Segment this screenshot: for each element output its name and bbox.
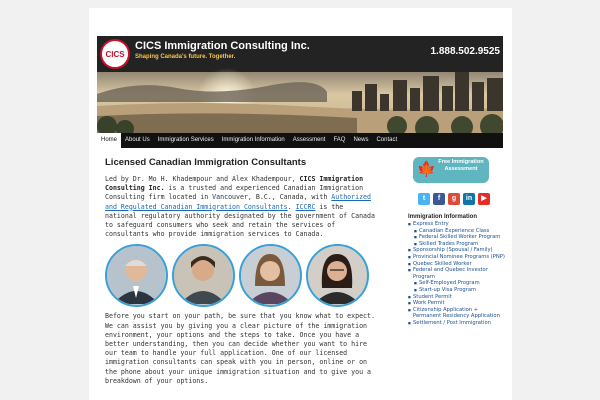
nav-about-us[interactable]: About Us <box>125 137 150 143</box>
linkedin-icon[interactable]: in <box>463 193 475 205</box>
phone-number: 1.888.502.9525 <box>430 46 500 57</box>
facebook-icon[interactable]: f <box>433 193 445 205</box>
nav-contact[interactable]: Contact <box>376 137 398 143</box>
consultant-photo-3 <box>239 244 302 307</box>
page-container <box>89 8 512 400</box>
sidebar-link[interactable]: ■ Canadian Experience Class <box>414 228 505 235</box>
sidebar-link[interactable]: ■ Work Permit <box>408 300 505 307</box>
site-tagline: Shaping Canada's future. Together. <box>135 54 236 60</box>
header-banner <box>97 36 503 133</box>
social-icons <box>418 193 505 205</box>
nav-news[interactable]: News <box>353 137 369 143</box>
sidebar-link[interactable]: ■ Student Permit <box>408 294 505 301</box>
nav-immigration-services[interactable]: Immigration Services <box>157 137 214 143</box>
sidebar-link[interactable]: ■ Provincial Nominee Programs (PNP) <box>408 254 505 261</box>
logo-text: CICS <box>105 50 125 59</box>
consultant-photo-4 <box>306 244 369 307</box>
intro-paragraph <box>105 175 375 239</box>
nav-immigration-information[interactable]: Immigration Information <box>221 137 285 143</box>
nav-assessment[interactable]: Assessment <box>292 137 326 143</box>
sidebar-link[interactable]: ■ Citizenship Application + Permanent Residency Application <box>408 307 505 320</box>
sidebar-link[interactable]: ■ Skilled Trades Program <box>414 241 505 248</box>
immigration-info-links <box>405 221 505 327</box>
sidebar-link[interactable]: ■ Settlement / Post Immigration <box>408 320 505 327</box>
sidebar-link[interactable]: ■ Start-up Visa Program <box>414 287 505 294</box>
cics-logo[interactable] <box>100 39 130 69</box>
body-paragraph: Before you start on your path, be sure that you know what to expect. We can assist you by giving you a clear picture of the immigration environment, your options and the steps to take. Once you have a better understanding, then you can decide whether you want to hire our team to handle your full application. One of our licensed immigration consultants can speak with you in person, online or on the phone about your unique immigration situation and to give you a breakdown of your options. <box>105 312 375 385</box>
sidebar-link[interactable]: ■ Federal Skilled Worker Program <box>414 234 505 241</box>
sidebar-link[interactable]: ■ Express Entry <box>408 221 505 228</box>
company-name: CICS Immigration Consulting Inc. <box>105 175 364 193</box>
sidebar-link[interactable]: ■ Self-Employed Program <box>414 280 505 287</box>
sidebar-link[interactable]: ■ Quebec Skilled Worker <box>408 261 505 268</box>
widget-title: Immigration Information <box>408 214 477 220</box>
intro-text-2: is a trusted and experienced Canadian Immigration Consulting firm located in Vancouver, B.C., Canada, with <box>105 184 364 202</box>
twitter-icon[interactable]: t <box>418 193 430 205</box>
intro-text-4: is the national regulatory authority designated by the government of Canada to safeguard consumers who seek and retain the services of consultants who provide immigration services to Canada. <box>105 202 375 239</box>
intro-text-1: Led by Dr. Mo H. Khadempour and Alex Khadempour, <box>105 175 300 183</box>
main-content <box>105 157 375 386</box>
nav-faq[interactable]: FAQ <box>333 137 346 143</box>
intro-text-3: . <box>287 202 296 211</box>
sidebar-link[interactable]: ■ Sponsorship (Spousal / Family) <box>408 247 505 254</box>
free-assessment-label: Free Immigration Assessment <box>438 159 484 172</box>
consultant-photo-2 <box>172 244 235 307</box>
maple-leaf-icon: 🍁 <box>417 160 436 178</box>
nav-home[interactable]: Home <box>97 133 121 148</box>
consultant-photos <box>105 244 375 307</box>
google-plus-icon[interactable]: g <box>448 193 460 205</box>
site-title[interactable]: CICS Immigration Consulting Inc. <box>135 40 310 52</box>
authorized-consultants-link[interactable]: Authorized and Regulated Canadian Immigration Consultants <box>105 193 371 211</box>
youtube-icon[interactable]: ▶ <box>478 193 490 205</box>
iccrc-link[interactable]: ICCRC <box>295 202 316 211</box>
consultant-photo-1 <box>105 244 168 307</box>
sidebar <box>405 157 505 327</box>
sidebar-link[interactable]: ■ Federal and Quebec Investor Program <box>408 267 505 280</box>
free-assessment-button[interactable] <box>413 157 489 183</box>
page-title: Licensed Canadian Immigration Consultants <box>105 157 307 168</box>
main-nav <box>97 133 503 148</box>
